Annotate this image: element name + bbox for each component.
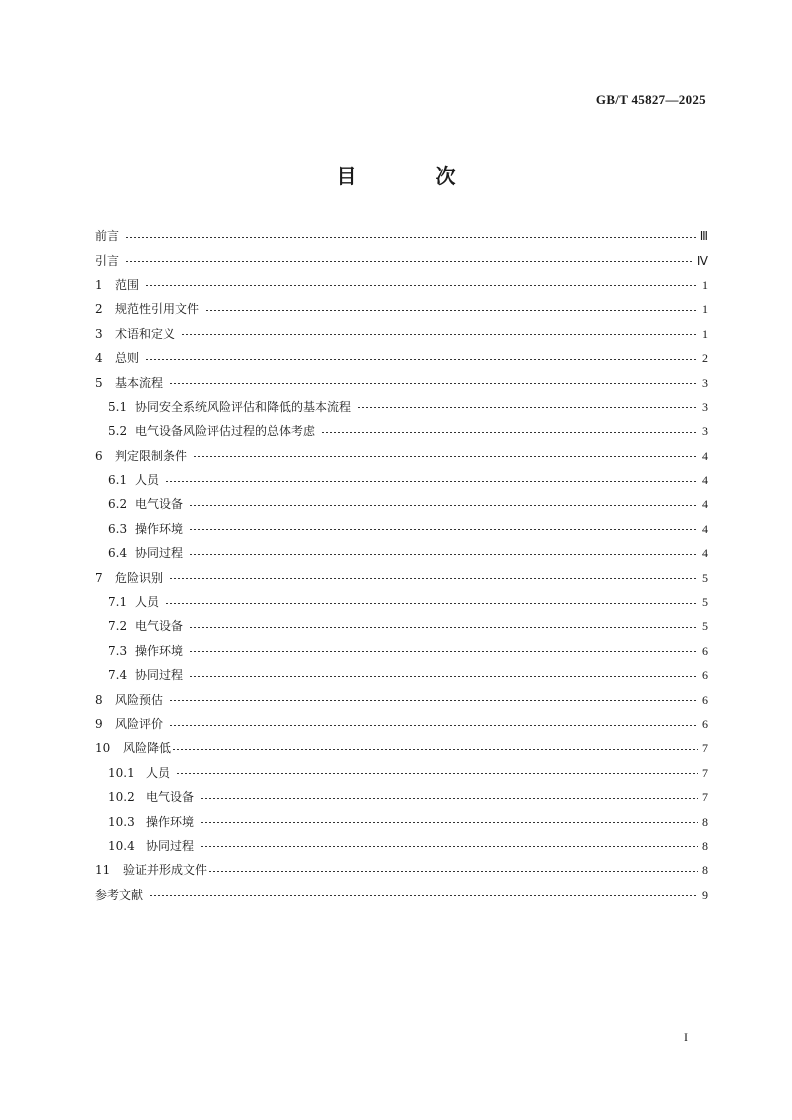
toc-entry[interactable]	[95, 492, 708, 516]
toc-entry-page: 7	[702, 790, 708, 805]
toc-entry-page: 4	[702, 497, 708, 512]
toc-entry-number: 11	[95, 863, 111, 878]
dot-leader	[172, 749, 698, 750]
toc-entry-number: 7.3	[108, 643, 128, 658]
toc-entry[interactable]	[95, 419, 708, 443]
toc-entry[interactable]	[95, 224, 708, 248]
dot-leader	[200, 798, 698, 799]
toc-entry-label: 协同过程	[135, 668, 184, 683]
dot-leader	[189, 554, 698, 555]
dot-leader	[125, 237, 696, 238]
toc-entry-page: 4	[702, 521, 708, 536]
dot-leader	[169, 700, 698, 701]
toc-entry-label: 判定限制条件	[115, 448, 188, 463]
toc-entry[interactable]	[95, 322, 708, 346]
toc-entry-number: 8	[95, 692, 103, 707]
toc-entry-page: 3	[702, 375, 708, 390]
dot-leader	[176, 773, 698, 774]
toc-entry[interactable]	[95, 346, 708, 370]
toc-entry-page: 8	[702, 863, 708, 878]
toc-entry-label: 风险评价	[115, 717, 164, 731]
dot-leader	[200, 822, 698, 823]
toc-entry-number: 1	[95, 277, 103, 292]
toc-entry-page: 3	[702, 399, 708, 414]
toc-entry-label: 协同安全系统风险评估和降低的基本流程	[135, 399, 352, 414]
toc-entry-label: 协同过程	[146, 838, 195, 853]
toc-entry-number: 6	[95, 448, 103, 463]
toc-entry-page: Ⅲ	[699, 229, 708, 244]
dot-leader	[169, 578, 698, 579]
standard-code: GB/T 45827—2025	[595, 92, 706, 107]
toc-entry-page: 4	[702, 448, 708, 463]
toc-entry[interactable]	[95, 468, 708, 492]
toc-entry-label: 电气设备风险评估过程的总体考虑	[135, 424, 316, 439]
dot-leader	[165, 603, 698, 604]
dot-leader	[193, 456, 698, 457]
toc-entry[interactable]	[95, 541, 708, 565]
toc-entry[interactable]	[95, 663, 708, 687]
dot-leader	[189, 651, 698, 652]
toc-entry-page: 6	[702, 717, 708, 731]
dot-leader	[189, 676, 698, 677]
toc-entry-label: 电气设备	[135, 619, 184, 634]
toc-entry-number: 9	[95, 717, 103, 731]
toc-entry-number: 10.3	[108, 814, 135, 829]
toc-entry-number: 5.2	[108, 424, 128, 439]
dot-leader	[149, 895, 698, 896]
toc-entry-number: 6.1	[108, 473, 128, 488]
toc-entry-page: 1	[702, 277, 708, 292]
toc-entry-label: 规范性引用文件	[115, 302, 200, 317]
toc-entry[interactable]	[95, 614, 708, 638]
toc-entry[interactable]	[95, 639, 708, 663]
dot-leader	[200, 846, 698, 847]
toc-entry-label: 风险预估	[115, 692, 164, 707]
toc-entry-label: 协同过程	[135, 546, 184, 561]
toc-entry-page: 5	[702, 619, 708, 634]
toc-entry-label: 操作环境	[146, 814, 195, 829]
toc-entry-label: 操作环境	[135, 521, 184, 536]
toc-entry[interactable]	[95, 858, 708, 882]
toc-entry-page: 6	[702, 643, 708, 658]
toc-entry-label: 人员	[146, 765, 171, 780]
toc-entry-label: 电气设备	[135, 497, 184, 512]
toc-entry-label: 基本流程	[115, 375, 164, 390]
toc-entry-page: 8	[702, 814, 708, 829]
dot-leader	[181, 334, 698, 335]
toc-entry-label: 人员	[135, 473, 160, 488]
toc-entry-label: 验证并形成文件	[123, 863, 208, 878]
toc-entry-number: 10	[95, 741, 111, 756]
dot-leader	[169, 725, 698, 726]
page-folio: I	[684, 1030, 688, 1044]
toc-entry-label: 人员	[135, 595, 160, 610]
toc-entry-page: Ⅳ	[696, 253, 708, 268]
dot-leader	[189, 627, 698, 628]
toc-entry-number: 10.4	[108, 838, 135, 853]
toc-entry[interactable]	[95, 687, 708, 711]
dot-leader	[205, 310, 698, 311]
toc-entry-page: 5	[702, 570, 708, 585]
toc-entry-number: 10.2	[108, 790, 135, 805]
dot-leader	[145, 359, 698, 360]
toc-entry[interactable]	[95, 297, 708, 321]
toc-entry-page: 8	[702, 838, 708, 853]
toc-entry-number: 5.1	[108, 399, 128, 414]
toc-entry-label: 引言	[95, 253, 120, 268]
toc-entry-number: 2	[95, 302, 103, 317]
toc-entry-label: 危险识别	[115, 570, 164, 585]
toc-entry-number: 3	[95, 326, 103, 341]
toc-entry-page: 6	[702, 668, 708, 683]
page-title: 目 次	[336, 164, 492, 188]
toc-entry-number: 6.4	[108, 546, 128, 561]
toc-entry[interactable]	[95, 785, 708, 809]
toc-entry[interactable]	[95, 834, 708, 858]
toc-entry-page: 7	[702, 765, 708, 780]
toc-entry-page: 4	[702, 546, 708, 561]
toc-entry-label: 电气设备	[146, 790, 195, 805]
toc-entry[interactable]	[95, 395, 708, 419]
dot-leader	[208, 871, 698, 872]
toc-entry[interactable]	[95, 590, 708, 614]
toc-entry-number: 4	[95, 351, 103, 366]
toc-entry[interactable]	[95, 273, 708, 297]
toc-entry-number: 6.3	[108, 521, 128, 536]
toc-entry-number: 7.2	[108, 619, 128, 634]
table-of-contents	[95, 224, 708, 907]
toc-entry-label: 风险降低	[123, 741, 172, 756]
toc-entry[interactable]	[95, 517, 708, 541]
toc-entry[interactable]	[95, 370, 708, 394]
dot-leader	[357, 407, 698, 408]
toc-entry[interactable]	[95, 444, 708, 468]
dot-leader	[125, 261, 693, 262]
toc-entry-number: 7.1	[108, 595, 128, 610]
toc-entry-number: 10.1	[108, 765, 135, 780]
dot-leader	[189, 505, 698, 506]
toc-entry-page: 7	[702, 741, 708, 756]
toc-entry-label: 术语和定义	[115, 326, 176, 341]
toc-entry[interactable]	[95, 736, 708, 760]
toc-entry-label: 范围	[115, 277, 140, 292]
toc-entry[interactable]	[95, 761, 708, 785]
toc-entry-page: 9	[702, 887, 708, 902]
toc-entry-page: 1	[702, 302, 708, 317]
toc-entry[interactable]	[95, 712, 708, 736]
toc-entry-number: 5	[95, 375, 103, 390]
dot-leader	[169, 383, 698, 384]
toc-entry[interactable]	[95, 248, 708, 272]
toc-entry-label: 总则	[115, 351, 140, 366]
toc-entry-page: 3	[702, 424, 708, 439]
toc-entry-page: 2	[702, 351, 708, 366]
toc-entry[interactable]	[95, 883, 708, 907]
dot-leader	[165, 481, 698, 482]
toc-entry-label: 前言	[95, 229, 120, 244]
toc-entry[interactable]	[95, 565, 708, 589]
toc-entry-page: 6	[702, 692, 708, 707]
toc-entry-label: 参考文献	[95, 887, 144, 902]
dot-leader	[189, 529, 698, 530]
toc-entry-page: 4	[702, 473, 708, 488]
toc-entry-page: 1	[702, 326, 708, 341]
toc-entry-number: 7	[95, 570, 103, 585]
dot-leader	[321, 432, 698, 433]
toc-entry-number: 7.4	[108, 668, 128, 683]
toc-entry-page: 5	[702, 595, 708, 610]
toc-entry-number: 6.2	[108, 497, 128, 512]
dot-leader	[145, 285, 698, 286]
toc-entry[interactable]	[95, 809, 708, 833]
toc-entry-label: 操作环境	[135, 643, 184, 658]
